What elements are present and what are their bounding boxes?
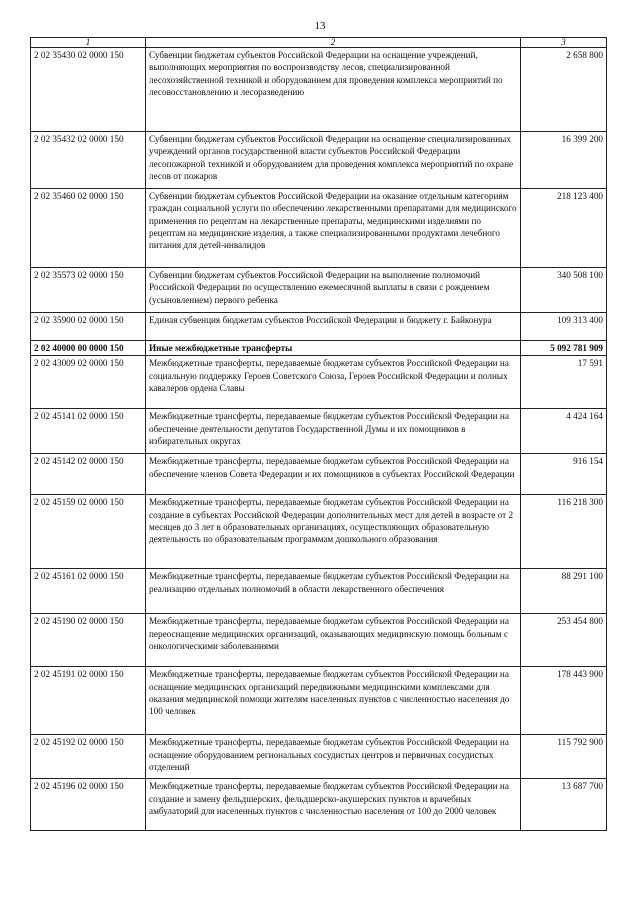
row-description: Субвенции бюджетам субъектов Российской Федерации на оснащение учреждений, выполняющих мероприятия по воспроизводству лесов, специализированной лесохозяйственной техникой и оборудованием для проведения комплекса мероприятий по лесовосстановлению и лесоразведению xyxy=(146,48,521,132)
row-amount: 109 313 400 xyxy=(521,313,607,341)
row-description: Межбюджетные трансферты, передаваемые бюджетам субъектов Российской Федерации на переоснащение медицинских организаций, оказывающих медицинскую помощь больным с онкологическими заболеваниями xyxy=(146,614,521,667)
row-amount: 115 792 900 xyxy=(521,735,607,779)
row-amount: 16 399 200 xyxy=(521,132,607,189)
column-header-code: 1 xyxy=(31,38,146,48)
row-code: 2 02 35430 02 0000 150 xyxy=(31,48,146,132)
row-amount: 13 687 700 xyxy=(521,779,607,831)
budget-revenue-table xyxy=(30,37,607,831)
table-row xyxy=(31,356,607,409)
row-description: Межбюджетные трансферты, передаваемые бюджетам субъектов Российской Федерации на обеспечение деятельности депутатов Государственной Думы и их помощников в избирательных округах xyxy=(146,409,521,454)
row-description: Межбюджетные трансферты, передаваемые бюджетам субъектов Российской Федерации на создание и замену фельдшерских, фельдшерско-акушерских пунктов и врачебных амбулаторий для населенных пунктов с численностью населения от 100 до 2000 человек xyxy=(146,779,521,831)
row-amount: 17 591 xyxy=(521,356,607,409)
row-amount: 88 291 100 xyxy=(521,569,607,614)
row-code: 2 02 35432 02 0000 150 xyxy=(31,132,146,189)
row-description: Межбюджетные трансферты, передаваемые бюджетам субъектов Российской Федерации на оснащение оборудованием региональных сосудистых центров и первичных сосудистых отделений xyxy=(146,735,521,779)
row-amount: 2 658 800 xyxy=(521,48,607,132)
table-row xyxy=(31,454,607,495)
page-number: 13 xyxy=(314,20,326,32)
row-description: Субвенции бюджетам субъектов Российской Федерации на выполнение полномочий Российской Федерации по осуществлению ежемесячной выплаты в связи с рождением (усыновлением) первого ребенка xyxy=(146,268,521,313)
row-description: Межбюджетные трансферты, передаваемые бюджетам субъектов Российской Федерации на обеспечение членов Совета Федерации и их помощников в субъектах Российской Федерации xyxy=(146,454,521,495)
column-header-description: 2 xyxy=(146,38,521,48)
table-row xyxy=(31,667,607,735)
row-amount: 116 218 300 xyxy=(521,495,607,569)
table-header-row xyxy=(31,38,607,48)
row-code: 2 02 40000 00 0000 150 xyxy=(31,341,146,356)
table-row xyxy=(31,268,607,313)
table-row xyxy=(31,735,607,779)
row-code: 2 02 45191 02 0000 150 xyxy=(31,667,146,735)
row-amount: 4 424 164 xyxy=(521,409,607,454)
row-code: 2 02 35573 02 0000 150 xyxy=(31,268,146,313)
row-amount: 253 454 800 xyxy=(521,614,607,667)
table-row xyxy=(31,409,607,454)
row-description: Субвенции бюджетам субъектов Российской Федерации на оснащение специализированных учреждений органов государственной власти субъектов Российской Федерации лесопожарной техникой и оборудованием для проведения комплекса мероприятий по охране лесов от пожаров xyxy=(146,132,521,189)
row-amount: 218 123 400 xyxy=(521,189,607,268)
table-row xyxy=(31,48,607,132)
row-description: Субвенции бюджетам субъектов Российской Федерации на оказание отдельным категориям граждан социальной услуги по обеспечению лекарственными препаратами для медицинского применения по рецептам на лекарственные препараты, медицинскими изделиями по рецептам на медицинские изделия, а также специализированными продуктами лечебного питания для детей-инвалидов xyxy=(146,189,521,268)
row-description: Межбюджетные трансферты, передаваемые бюджетам субъектов Российской Федерации на оснащение медицинских организаций передвижными медицинскими комплексами для оказания медицинской помощи жителям населенных пунктов с численностью населения до 100 человек xyxy=(146,667,521,735)
table-body xyxy=(31,48,607,831)
row-description: Единая субвенция бюджетам субъектов Российской Федерации и бюджету г. Байконура xyxy=(146,313,521,341)
table-row xyxy=(31,569,607,614)
row-amount: 178 443 900 xyxy=(521,667,607,735)
row-code: 2 02 45141 02 0000 150 xyxy=(31,409,146,454)
table-row xyxy=(31,313,607,341)
row-description: Иные межбюджетные трансферты xyxy=(146,341,521,356)
row-code: 2 02 43009 02 0000 150 xyxy=(31,356,146,409)
row-code: 2 02 45142 02 0000 150 xyxy=(31,454,146,495)
row-code: 2 02 35900 02 0000 150 xyxy=(31,313,146,341)
table-row xyxy=(31,132,607,189)
row-code: 2 02 45196 02 0000 150 xyxy=(31,779,146,831)
row-description: Межбюджетные трансферты, передаваемые бюджетам субъектов Российской Федерации на социальную поддержку Героев Советского Союза, Героев Российской Федерации и полных кавалеров ордена Славы xyxy=(146,356,521,409)
row-description: Межбюджетные трансферты, передаваемые бюджетам субъектов Российской Федерации на реализацию отдельных полномочий в области лекарственного обеспечения xyxy=(146,569,521,614)
row-amount: 5 092 781 909 xyxy=(521,341,607,356)
table-row xyxy=(31,341,607,356)
row-code: 2 02 45190 02 0000 150 xyxy=(31,614,146,667)
row-description: Межбюджетные трансферты, передаваемые бюджетам субъектов Российской Федерации на создание в субъектах Российской Федерации дополнительных мест для детей в возрасте от 2 месяцев до 3 лет в образовательных организациях, осуществляющих образовательную деятельность по образовательным программам дошкольного образования xyxy=(146,495,521,569)
row-code: 2 02 45161 02 0000 150 xyxy=(31,569,146,614)
row-code: 2 02 45192 02 0000 150 xyxy=(31,735,146,779)
row-code: 2 02 45159 02 0000 150 xyxy=(31,495,146,569)
table-row xyxy=(31,614,607,667)
column-header-amount: 3 xyxy=(521,38,607,48)
row-amount: 916 154 xyxy=(521,454,607,495)
row-code: 2 02 35460 02 0000 150 xyxy=(31,189,146,268)
table-row xyxy=(31,189,607,268)
table-row xyxy=(31,779,607,831)
table-row xyxy=(31,495,607,569)
row-amount: 340 508 100 xyxy=(521,268,607,313)
